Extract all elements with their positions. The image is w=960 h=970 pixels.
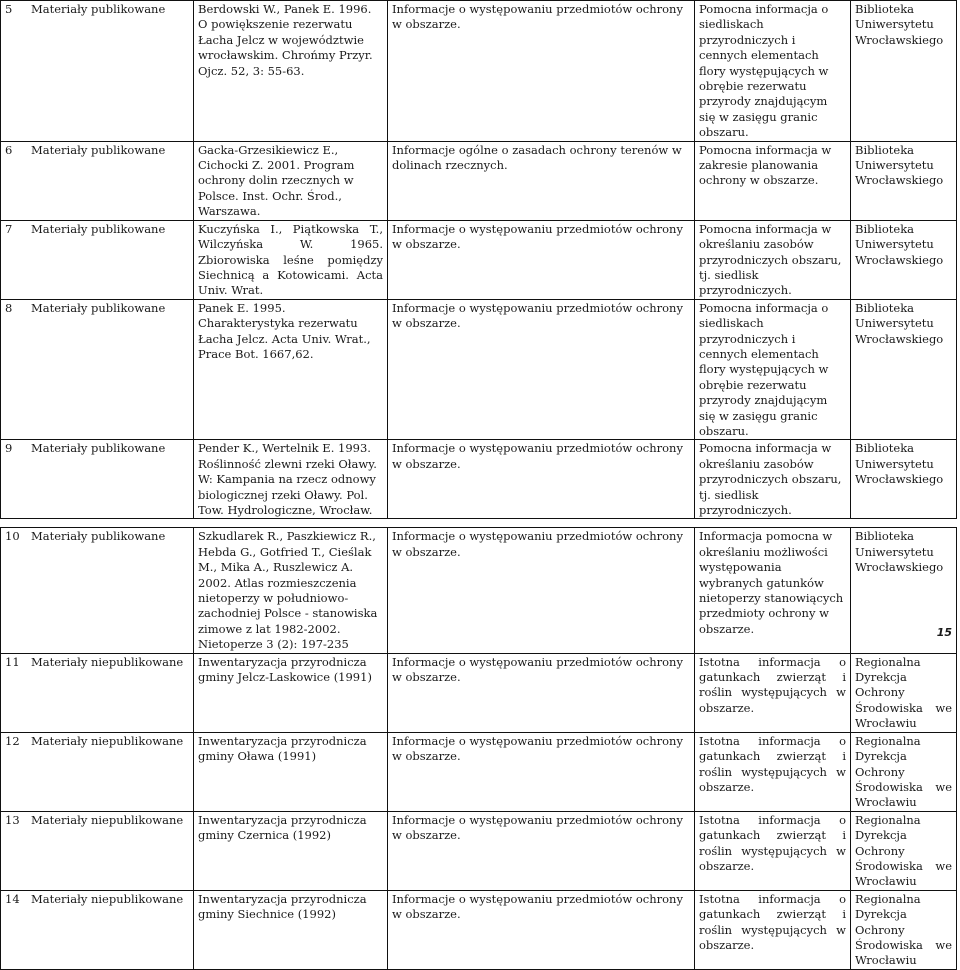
- information-cell: Informacje o występowaniu przedmiotów ochrony w obszarze.: [388, 299, 695, 440]
- table-row: [1, 653, 957, 732]
- row-number: 11: [5, 654, 20, 669]
- row-number: 12: [5, 733, 20, 748]
- usefulness-cell: Informacja pomocna w określaniu możliwości występowania wybranych gatunków nietoperzy stanowiących przedmioty ochrony w obszarze.: [695, 528, 851, 653]
- row-number: 5: [5, 2, 13, 16]
- material-type: Materiały niepublikowane: [31, 812, 184, 827]
- location-cell: Regionalna Dyrekcja Ochrony Środowiska we Wrocławiu: [851, 890, 957, 969]
- source-cell: Pender K., Wertelnik E. 1993. Roślinność zlewni rzeki Oławy. W: Kampania na rzecz odnowy biologicznej rzeki Oławy. Pol. Tow. Hydrologiczne, Wrocław.: [194, 440, 388, 519]
- row-number-type-cell: [1, 732, 194, 811]
- usefulness-cell: Istotna informacja o gatunkach zwierząt i roślin występujących w obszarze.: [695, 890, 851, 969]
- table-row: [1, 528, 957, 653]
- row-number: 13: [5, 812, 20, 827]
- material-type: Materiały publikowane: [31, 142, 166, 157]
- location-cell: Regionalna Dyrekcja Ochrony Środowiska we Wrocławiu: [851, 811, 957, 890]
- table-row: [1, 811, 957, 890]
- source-cell: Berdowski W., Panek E. 1996. O powiększenie rezerwatu Łacha Jelcz w województwie wrocławskim. Chrońmy Przyr. Ojcz. 52, 3: 55-63.: [194, 1, 388, 142]
- row-number: 14: [5, 891, 20, 906]
- usefulness-cell: Istotna informacja o gatunkach zwierząt i roślin występujących w obszarze.: [695, 811, 851, 890]
- source-cell: Inwentaryzacja przyrodnicza gminy Jelcz-Laskowice (1991): [194, 653, 388, 732]
- row-number-type-cell: [1, 141, 194, 220]
- information-cell: Informacje o występowaniu przedmiotów ochrony w obszarze.: [388, 653, 695, 732]
- information-cell: Informacje o występowaniu przedmiotów ochrony w obszarze.: [388, 220, 695, 299]
- information-cell: Informacje o występowaniu przedmiotów ochrony w obszarze.: [388, 890, 695, 969]
- material-type: Materiały publikowane: [31, 300, 166, 315]
- source-cell: Panek E. 1995. Charakterystyka rezerwatu Łacha Jelcz. Acta Univ. Wrat., Prace Bot. 1667,62.: [194, 299, 388, 440]
- information-cell: Informacje o występowaniu przedmiotów ochrony w obszarze.: [388, 440, 695, 519]
- row-number: 8: [5, 300, 13, 315]
- location-cell: Regionalna Dyrekcja Ochrony Środowiska we Wrocławiu: [851, 732, 957, 811]
- location-cell: Regionalna Dyrekcja Ochrony Środowiska we Wrocławiu: [851, 653, 957, 732]
- information-cell: Informacje ogólne o zasadach ochrony terenów w dolinach rzecznych.: [388, 141, 695, 220]
- information-cell: Informacje o występowaniu przedmiotów ochrony w obszarze.: [388, 732, 695, 811]
- location-cell: Biblioteka Uniwersytetu Wrocławskiego: [851, 440, 957, 519]
- page-number: 15: [936, 626, 952, 639]
- source-cell: Gacka-Grzesikiewicz E., Cichocki Z. 2001. Program ochrony dolin rzecznych w Polsce. Inst. Ochr. Środ., Warszawa.: [194, 141, 388, 220]
- location-cell: Biblioteka Uniwersytetu Wrocławskiego: [851, 299, 957, 440]
- location-cell: Biblioteka Uniwersytetu Wrocławskiego: [851, 1, 957, 142]
- table-row: [1, 299, 957, 440]
- row-number-type-cell: [1, 811, 194, 890]
- table-row: [1, 1, 957, 142]
- row-number: 10: [5, 529, 20, 544]
- usefulness-cell: Pomocna informacja w określaniu zasobów przyrodniczych obszaru, tj. siedlisk przyrodniczych.: [695, 220, 851, 299]
- information-cell: Informacje o występowaniu przedmiotów ochrony w obszarze.: [388, 811, 695, 890]
- page-break-gap: [1, 519, 957, 528]
- usefulness-cell: Pomocna informacja w określaniu zasobów przyrodniczych obszaru, tj. siedlisk przyrodniczych.: [695, 440, 851, 519]
- material-type: Materiały publikowane: [31, 441, 166, 456]
- source-cell: Szkudlarek R., Paszkiewicz R., Hebda G., Gotfried T., Cieślak M., Mika A., Ruszlewicz A. 2002. Atlas rozmieszczenia nietoperzy w południowo-zachodniej Polsce - stanowiska zimowe z lat 1982-2002. Nietoperze 3 (2): 197-235: [194, 528, 388, 653]
- material-type: Materiały niepublikowane: [31, 891, 184, 906]
- material-type: Materiały publikowane: [31, 221, 166, 236]
- usefulness-cell: Pomocna informacja w zakresie planowania ochrony w obszarze.: [695, 141, 851, 220]
- information-cell: Informacje o występowaniu przedmiotów ochrony w obszarze.: [388, 1, 695, 142]
- usefulness-cell: Pomocna informacja o siedliskach przyrodniczych i cennych elementach flory występujących w obrębie rezerwatu przyrody znajdującym się w zasięgu granic obszaru.: [695, 1, 851, 142]
- source-cell: Inwentaryzacja przyrodnicza gminy Siechnice (1992): [194, 890, 388, 969]
- source-cell: Kuczyńska I., Piątkowska T., Wilczyńska W. 1965. Zbiorowiska leśne pomiędzy Siechnicą a Kotowicami. Acta Univ. Wrat.: [194, 220, 388, 299]
- source-cell: Inwentaryzacja przyrodnicza gminy Oława (1991): [194, 732, 388, 811]
- material-type: Materiały publikowane: [31, 529, 166, 544]
- source-cell: Inwentaryzacja przyrodnicza gminy Czernica (1992): [194, 811, 388, 890]
- usefulness-cell: Pomocna informacja o siedliskach przyrodniczych i cennych elementach flory występujących w obrębie rezerwatu przyrody znajdującym się w zasięgu granic obszaru.: [695, 299, 851, 440]
- row-number: 9: [5, 441, 13, 456]
- row-number-type-cell: [1, 1, 194, 142]
- table-row: [1, 732, 957, 811]
- row-number-type-cell: [1, 653, 194, 732]
- material-type: Materiały niepublikowane: [31, 733, 184, 748]
- location-cell: Biblioteka Uniwersytetu Wrocławskiego: [851, 220, 957, 299]
- location-cell: Biblioteka Uniwersytetu Wrocławskiego: [851, 528, 957, 653]
- information-cell: Informacje o występowaniu przedmiotów ochrony w obszarze.: [388, 528, 695, 653]
- usefulness-cell: Istotna informacja o gatunkach zwierząt i roślin występujących w obszarze.: [695, 732, 851, 811]
- material-type: Materiały niepublikowane: [31, 654, 184, 669]
- row-number: 7: [5, 221, 13, 236]
- usefulness-cell: Istotna informacja o gatunkach zwierząt i roślin występujących w obszarze.: [695, 653, 851, 732]
- table-row: [1, 141, 957, 220]
- row-number-type-cell: [1, 528, 194, 653]
- row-number-type-cell: [1, 220, 194, 299]
- table-row: [1, 440, 957, 519]
- row-number-type-cell: [1, 299, 194, 440]
- row-number: 6: [5, 142, 13, 157]
- location-cell: Biblioteka Uniwersytetu Wrocławskiego: [851, 141, 957, 220]
- row-number-type-cell: [1, 440, 194, 519]
- row-number-type-cell: [1, 890, 194, 969]
- table-row: [1, 890, 957, 969]
- material-type: Materiały publikowane: [31, 2, 166, 16]
- table-row: [1, 220, 957, 299]
